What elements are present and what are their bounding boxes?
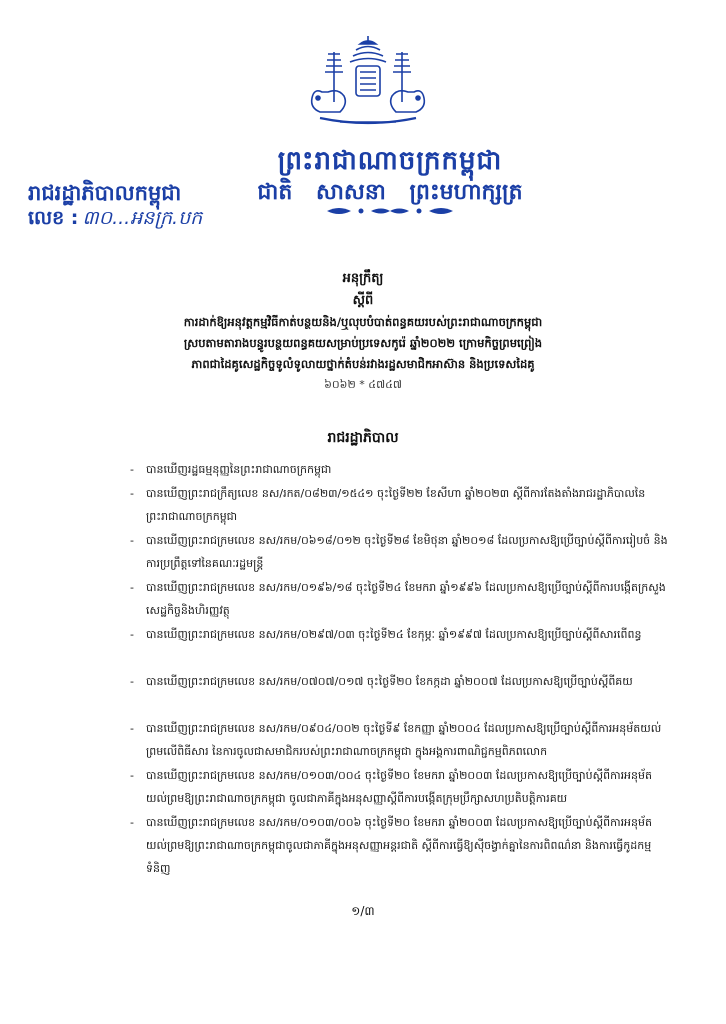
list-item [130,458,668,482]
clause-list [130,458,668,875]
clause-text: បានឃើញព្រះរាជក្រឹត្យលេខ នស/រកត/០៨២៣/១៥៤១ ចុះថ្ងៃទី២២ ខែសីហា ឆ្នាំ២០២៣ ស្តីពីការតែងតាំងរាជរដ្ឋាភិបាលនៃព្រះរាជាណាចក្រកម្ពុជា [146,487,646,523]
document-type: អនុក្រឹត្យ [342,271,384,286]
bullet-dash: - [130,816,134,829]
clause-text: បានឃើញព្រះរាជក្រមលេខ នស/រកម/០១៩៦/១៨ ចុះថ្ងៃទី២៤ ខែមករា ឆ្នាំ១៩៩៦ ដែលប្រកាសឱ្យប្រើច្បាប់ស្តីពីការបង្កើតក្រសួងសេដ្ឋកិច្ចនិងហិរញ្ញវត្ថុ [146,581,666,617]
document-number-value: ៣០...អនក្រ.បក [82,207,203,229]
bullet-dash: - [130,722,134,735]
bullet-dash: - [130,463,134,476]
royal-coat-of-arms-icon [300,32,436,132]
title-line-1: ការដាក់ឱ្យអនុវត្តកម្មវិធីកាត់បន្ថយនិង/ឬលុបបំបាត់ពន្ធគយរបស់ព្រះរាជាណាចក្រកម្ពុជា [183,315,543,329]
title-line-3: ភាពជាដៃគូសេដ្ឋកិច្ចទូលំទូលាយថ្នាក់តំបន់រវាងរដ្ឋសមាជិកអាស៊ាន និងប្រទេសដៃគូ [191,357,535,371]
clause-text: បានឃើញព្រះរាជក្រមលេខ នស/រកម/០៩០៤/០០២ ចុះថ្ងៃទី៩ ខែកញ្ញា ឆ្នាំ២០០៤ ដែលប្រកាសឱ្យប្រើច្បាប់ស្តីពីការអនុម័តយល់ព្រមលើពិធីសារ នៃការចូលជាសមាជិករបស់ព្រះរាជាណាចក្រកម្ពុជា ក្នុងអង្គការពាណិជ្ជកម្មពិភពលោក [146,722,662,758]
list-item [130,623,668,670]
section-heading: រាជរដ្ឋាភិបាល [327,430,399,446]
reference-code: ៦០៦២ * ៤៧៤៧ [324,378,402,391]
list-item [130,764,668,811]
decorative-ornament-icon [325,204,455,218]
title-line-2: ស្របតាមតារាងបន្ធូរបន្ថយពន្ធគយសម្រាប់ប្រទេសកូរ៉េ ឆ្នាំ២០២២ ក្រោមកិច្ចព្រមព្រៀង [183,336,543,350]
government-name: រាជរដ្ឋាភិបាលកម្ពុជា [28,181,182,205]
document-number [28,206,202,234]
document-number-label: លេខ : [28,207,79,229]
list-item [130,576,668,623]
clause-text: បានឃើញព្រះរាជក្រមលេខ នស/រកម/០២៩៧/០៣ ចុះថ្ងៃទី២៤ ខែកុម្ភៈ ឆ្នាំ១៩៩៧ ដែលប្រកាសឱ្យប្រើច្បាប់ស្តីពីសារពើពន្ធ [146,628,642,641]
national-motto: ជាតិ សាសនា ព្រះមហាក្សត្រ [257,180,523,205]
clause-text: បានឃើញព្រះរាជក្រមលេខ នស/រកម/០១០៣/០០៤ ចុះថ្ងៃទី២០ ខែមករា ឆ្នាំ២០០៣ ដែលប្រកាសឱ្យប្រើច្បាប់ស្តីពីការអនុម័តយល់ព្រមឱ្យព្រះរាជាណាចក្រកម្ពុជា ចូលជាភាគីក្នុងអនុសញ្ញាស្តីពីការបង្កើតក្រុមប្រឹក្សាសហប្រតិបត្តិការគយ [146,769,652,805]
clause-text: បានឃើញព្រះរាជក្រមលេខ នស/រកម/០៦១៨/០១២ ចុះថ្ងៃទី២៨ ខែមិថុនា ឆ្នាំ២០១៨ ដែលប្រកាសឱ្យប្រើច្បាប់ស្តីពីការរៀបចំ និងការប្រព្រឹត្តទៅនៃគណៈរដ្ឋមន្ត្រី [146,534,668,570]
bullet-dash: - [130,628,134,641]
kingdom-title: ព្រះរាជាណាចក្រកម្ពុជា [277,146,503,176]
subject-label: ស្តីពី [352,293,374,308]
clause-text: បានឃើញព្រះរាជក្រមលេខ នស/រកម/០១០៣/០០៦ ចុះថ្ងៃទី២០ ខែមករា ឆ្នាំ២០០៣ ដែលប្រកាសឱ្យប្រើច្បាប់ស្តីពីការអនុម័តយល់ព្រមឱ្យព្រះរាជាណាចក្រកម្ពុជាចូលជាភាគីក្នុងអនុសញ្ញាអន្តរជាតិ ស្តីពីការធ្វើឱ្យស៊ីចង្វាក់គ្នានៃការពិពណ៌នា និងការធ្វើកូដកម្មទំនិញ [146,816,652,875]
bullet-dash: - [130,581,134,594]
list-item [130,811,668,875]
list-item [130,482,668,529]
bullet-dash: - [130,487,134,500]
list-item [130,529,668,576]
bullet-dash: - [130,769,134,782]
clause-text: បានឃើញព្រះរាជក្រមលេខ នស/រកម/០៧០៧/០១៧ ចុះថ្ងៃទី២០ ខែកក្កដា ឆ្នាំ២០០៧ ដែលប្រកាសឱ្យប្រើច្បាប់ស្តីពីគយ [146,675,633,688]
list-item [130,717,668,764]
page-number: ១/៣ [351,904,375,918]
bullet-dash: - [130,675,134,688]
list-item [130,670,668,717]
bullet-dash: - [130,534,134,547]
clause-text: បានឃើញរដ្ឋធម្មនុញ្ញនៃព្រះរាជាណាចក្រកម្ពុជា [146,463,332,476]
